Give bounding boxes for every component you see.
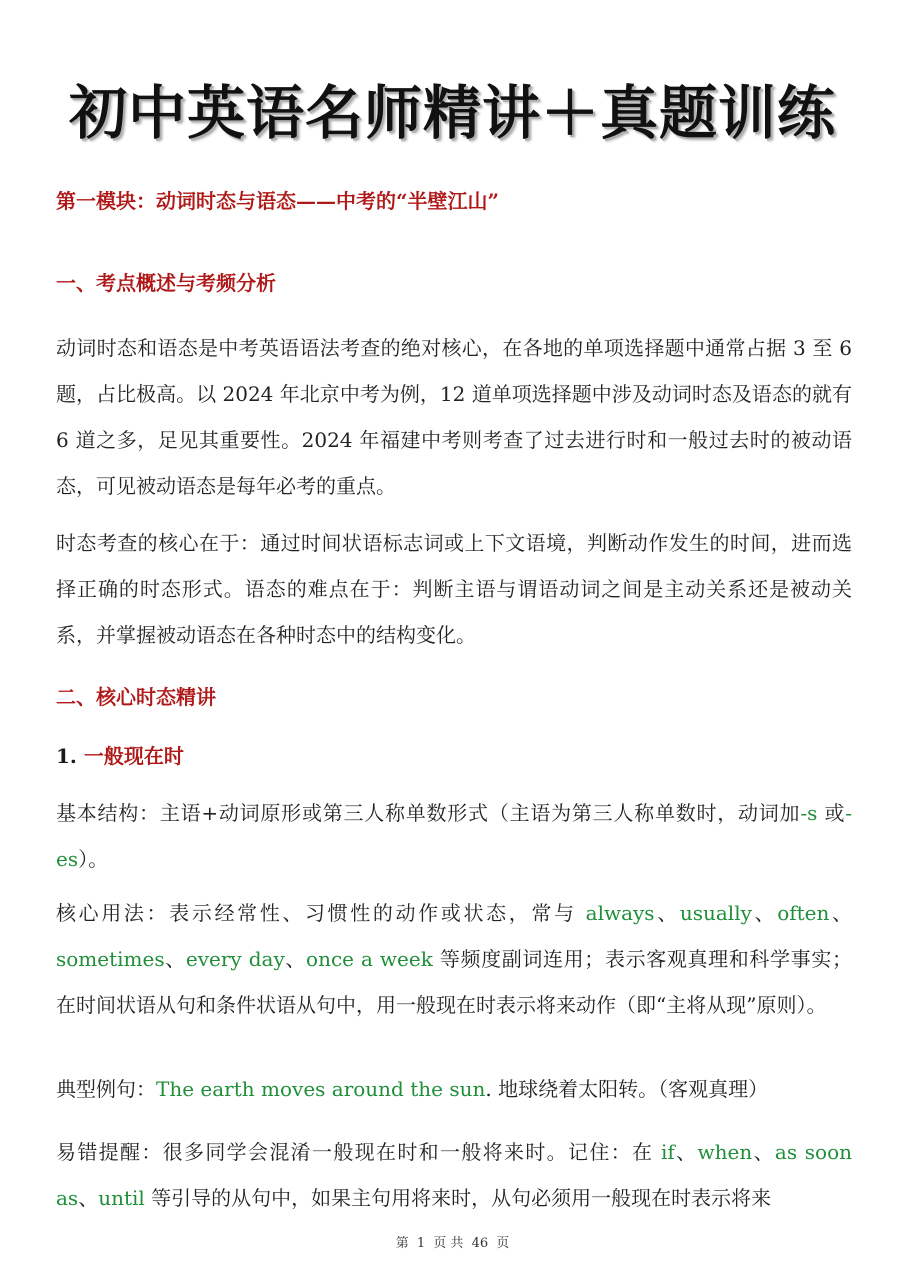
english-term: when [697,1140,753,1164]
text-run: 或 [817,801,846,825]
sub-heading-title: 一般现在时 [83,744,184,768]
text-run: 、 [829,901,853,925]
paragraph-usage [56,890,852,1028]
text-run: 等频度副词连用；表示客观真理和科学事实；在时间状语从句和条件状语从句中，用一般现在时表示将来动作（即“主将从现”原则）。 [56,947,852,1017]
english-term: once a week [306,947,433,971]
english-term: if [661,1140,675,1164]
footer-label: 第 [395,1236,409,1251]
text-run: 、 [78,1186,99,1210]
text-run: . 地球绕着太阳转。（客观真理） [485,1077,769,1101]
text-run: 、 [654,901,680,925]
text-run: 、 [284,947,307,971]
text-run: 、 [752,1140,775,1164]
text-run: 、 [164,947,186,971]
text-run: 易错提醒：很多同学会混淆一般现在时和一般将来时。记住：在 [56,1140,662,1164]
english-example-sentence: The earth moves around the sun [156,1077,486,1101]
sub-heading-number: 1. [56,744,77,768]
english-term: until [98,1186,145,1210]
paragraph-overview-2: 时态考查的核心在于：通过时间状语标志词或上下文语境，判断动作发生的时间，进而选择正确的时态形式。语态的难点在于：判断主语与谓语动词之间是主动关系还是被动关系，并掌握被动语态在各种时态中的结构变化。 [56,531,852,647]
english-term: -s [800,801,818,825]
footer-label: 页 共 [433,1236,464,1251]
english-term: sometimes [56,947,165,971]
english-term: usually [679,901,752,925]
footer-label: 页 [496,1236,510,1251]
english-term: every day [185,947,285,971]
current-page-number: 1 [416,1236,426,1251]
total-page-count: 46 [471,1236,489,1251]
english-term: always [585,901,655,925]
paragraph-structure [56,790,852,882]
text-run: 典型例句： [56,1077,156,1101]
english-term: -es [56,801,852,871]
text-run: 基本结构：主语+动词原形或第三人称单数形式（主语为第三人称单数时，动词加 [56,801,801,825]
text-run: 核心用法：表示经常性、习惯性的动作或状态，常与 [56,901,586,925]
text-run: 等引导的从句中，如果主句用将来时，从句必须用一般现在时表示将来 [144,1186,772,1210]
page-footer [0,1234,905,1254]
text-run: 、 [751,901,778,925]
section-heading-overview: 一、考点概述与考频分析 [56,271,276,295]
sub-heading-simple-present [56,741,184,771]
paragraph-warning [56,1129,852,1221]
paragraph-overview-1: 动词时态和语态是中考英语语法考查的绝对核心，在各地的单项选择题中通常占据 3 至 6 题，占比极高。以 2024 年北京中考为例，12 道单项选择题中涉及动词时态及语态的就有 6 道之多，足见其重要性。2024 年福建中考则考查了过去进行时和一般过去时的被动语态，可见被动语态是每年必考的重点。 [56,336,852,498]
paragraph-example [56,1066,852,1112]
text-run: ）。 [78,847,109,871]
text-run: 、 [674,1140,698,1164]
english-term: as soon as [56,1140,853,1210]
english-term: often [777,901,830,925]
document-title: 初中英语名师精讲＋真题训练 [68,79,836,147]
section-heading-core-tenses: 二、核心时态精讲 [56,685,216,709]
module-heading: 第一模块：动词时态与语态——中考的“半壁江山” [56,189,500,213]
